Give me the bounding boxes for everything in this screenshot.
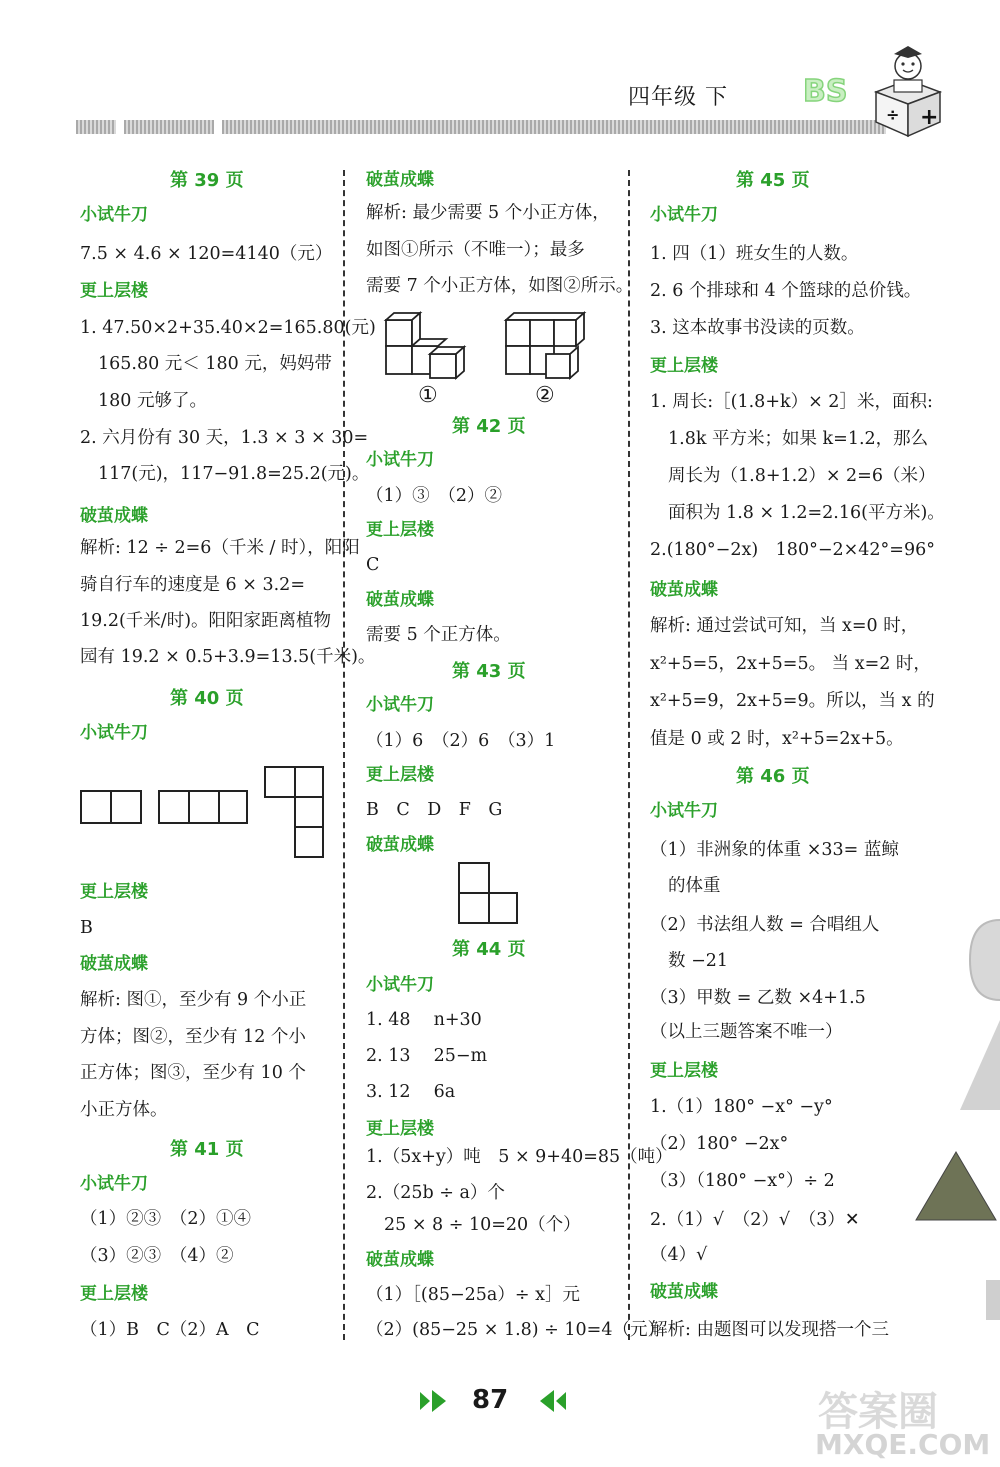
text-line: （1）③ （2）② — [366, 486, 503, 506]
text-line: 180 元够了。 — [98, 391, 207, 411]
text-line: 165.80 元＜ 180 元，妈妈带 — [98, 354, 332, 374]
text-line: 1. 48 n+30 — [366, 1010, 482, 1030]
section-heading: 更上层楼 — [80, 882, 148, 902]
section-heading: 破茧成蝶 — [650, 580, 718, 600]
page-heading: 第 43 页 — [452, 661, 526, 682]
page-heading: 第 44 页 — [452, 939, 526, 960]
page-heading: 第 41 页 — [170, 1139, 244, 1160]
text-line: x²+5=9，2x+5=9。所以，当 x 的 — [650, 691, 935, 711]
section-heading: 小试牛刀 — [366, 695, 434, 715]
section-heading: 破茧成蝶 — [650, 1282, 718, 1302]
text-line: 3. 这本故事书没读的页数。 — [650, 318, 865, 338]
section-heading: 更上层楼 — [366, 1119, 434, 1139]
text-line: 骑自行车的速度是 6 × 3.2= — [80, 575, 305, 595]
page-arrow-left-icon — [528, 1388, 568, 1414]
text-line: 需要 5 个正方体。 — [366, 625, 511, 645]
section-heading: 破茧成蝶 — [80, 954, 148, 974]
text-line: 1. 47.50×2+35.40×2=165.80(元) — [80, 318, 376, 338]
text-line: （以上三题答案不唯一） — [650, 1022, 843, 1042]
text-line: 2. 13 25−m — [366, 1046, 488, 1066]
page-heading: 第 39 页 — [170, 170, 244, 191]
text-line: 周长为（1.8+1.2）× 2=6（米） — [668, 466, 936, 486]
section-heading: 更上层楼 — [650, 356, 718, 376]
text-line: ① — [418, 383, 438, 408]
text-line: （1）②③ （2）①④ — [80, 1209, 252, 1229]
text-line: （3）②③ （4）② — [80, 1246, 234, 1266]
text-line: 1.（1）180° −x° −y° — [650, 1097, 833, 1117]
section-heading: 更上层楼 — [366, 765, 434, 785]
text-line: 解析: 12 ÷ 2=6（千米 / 时），阳阳 — [80, 538, 360, 558]
section-heading: 破茧成蝶 — [366, 1250, 434, 1270]
text-line: 25 × 8 ÷ 10=20（个） — [384, 1215, 581, 1235]
page-heading: 第 46 页 — [736, 766, 810, 787]
page-heading: 第 42 页 — [452, 416, 526, 437]
mascot-icon — [868, 40, 948, 140]
text-line: （2）180° −2x° — [650, 1134, 789, 1154]
text-line: 2.（25b ÷ a）个 — [366, 1183, 505, 1203]
text-line: B — [80, 918, 93, 938]
section-heading: 小试牛刀 — [650, 205, 718, 225]
edition-badge: BS — [803, 74, 848, 109]
text-line: （3）（180° −x°）÷ 2 — [650, 1171, 835, 1191]
text-line: 如图①所示（不唯一）；最多 — [366, 240, 585, 260]
text-line: 解析: 通过尝试可知，当 x=0 时， — [650, 616, 919, 636]
text-line: （3）甲数 = 乙数 ×4+1.5 — [650, 988, 866, 1008]
text-line: 需要 7 个小正方体，如图②所示。 — [366, 276, 634, 296]
text-line: 的体重 — [668, 876, 721, 896]
header-band — [76, 120, 116, 134]
section-heading: 破茧成蝶 — [80, 506, 148, 526]
text-line: 1.（5x+y）吨 5 × 9+40=85（吨） — [366, 1147, 673, 1167]
text-line: 值是 0 或 2 时，x²+5=2x+5。 — [650, 729, 904, 749]
text-line: （4）√ — [650, 1245, 708, 1265]
text-line: 方体；图②，至少有 12 个小 — [80, 1027, 306, 1047]
cube-stack-figure-1 — [382, 310, 472, 385]
text-line: 解析: 由题图可以发现搭一个三 — [650, 1320, 889, 1340]
page-heading: 第 45 页 — [736, 170, 810, 191]
text-line: （1）6 （2）6 （3）1 — [366, 731, 556, 751]
page-number: 87 — [472, 1385, 509, 1415]
text-line: ② — [535, 383, 555, 408]
text-line: 2. 6 个排球和 4 个篮球的总价钱。 — [650, 281, 922, 301]
text-line: 园有 19.2 × 0.5+3.9=13.5(千米)。 — [80, 647, 376, 667]
section-heading: 小试牛刀 — [650, 801, 718, 821]
text-line: 2. 六月份有 30 天，1.3 × 3 × 30= — [80, 428, 369, 448]
text-line: 1. 四（1）班女生的人数。 — [650, 244, 859, 264]
section-heading: 小试牛刀 — [366, 450, 434, 470]
text-line: （2）(85−25 × 1.8) ÷ 10=4（元） — [366, 1320, 665, 1340]
section-heading: 小试牛刀 — [80, 205, 148, 225]
text-line: B C D F G — [366, 800, 503, 820]
grade-label: 四年级 下 — [628, 85, 728, 110]
text-line: （1）非洲象的体重 ×33= 蓝鲸 — [650, 840, 899, 860]
text-line: 1. 周长:［(1.8+k）× 2］米，面积: — [650, 392, 933, 412]
text-line: （1）［(85−25a）÷ x］元 — [366, 1285, 580, 1305]
text-line: 数 −21 — [668, 951, 728, 971]
header-band — [124, 120, 214, 134]
text-line: 解析: 图①，至少有 9 个小正 — [80, 990, 307, 1010]
text-line: 7.5 × 4.6 × 120=4140（元） — [80, 244, 333, 264]
page-heading: 第 40 页 — [170, 688, 244, 709]
column-divider — [343, 170, 345, 1340]
section-heading: 更上层楼 — [80, 1284, 148, 1304]
section-heading: 更上层楼 — [366, 520, 434, 540]
text-line: 解析: 最少需要 5 个小正方体， — [366, 203, 610, 223]
section-heading: 更上层楼 — [80, 281, 148, 301]
decorative-shapes — [900, 890, 1000, 1330]
page-arrow-right-icon — [418, 1388, 458, 1414]
watermark-logo: 答案圈 — [818, 1389, 938, 1435]
text-line: x²+5=5，2x+5=5。 当 x=2 时， — [650, 654, 931, 674]
cube-stack-figure-2 — [502, 310, 592, 385]
text-line: 小正方体。 — [80, 1100, 168, 1120]
text-line: C — [366, 555, 380, 575]
svg-text:÷: ÷ — [886, 105, 900, 124]
text-line: （1）B C（2）A C — [80, 1320, 260, 1340]
text-line: （2）书法组人数 = 合唱组人 — [650, 915, 880, 935]
section-heading: 小试牛刀 — [366, 975, 434, 995]
section-heading: 破茧成蝶 — [366, 835, 434, 855]
text-line: 117(元)，117−91.8=25.2(元)。 — [98, 464, 370, 484]
text-line: 2.(180°−2x) 180°−2×42°=96° — [650, 540, 935, 560]
section-heading: 小试牛刀 — [80, 723, 148, 743]
text-line: 2.（1）√ （2）√ （3）✕ — [650, 1210, 860, 1230]
text-line: 19.2(千米/时)。阳阳家距离植物 — [80, 611, 332, 631]
text-line: 3. 12 6a — [366, 1082, 456, 1102]
text-line: 面积为 1.8 × 1.2=2.16(平方米)。 — [668, 503, 945, 523]
header-band — [222, 120, 886, 134]
svg-text:+: + — [920, 105, 939, 130]
section-heading: 更上层楼 — [650, 1061, 718, 1081]
text-line: 正方体；图③，至少有 10 个 — [80, 1063, 306, 1083]
text-line: 1.8k 平方米；如果 k=1.2，那么 — [668, 429, 929, 449]
section-heading: 破茧成蝶 — [366, 170, 434, 190]
watermark-url: MXQE.COM — [815, 1428, 991, 1461]
section-heading: 小试牛刀 — [80, 1174, 148, 1194]
section-heading: 破茧成蝶 — [366, 590, 434, 610]
